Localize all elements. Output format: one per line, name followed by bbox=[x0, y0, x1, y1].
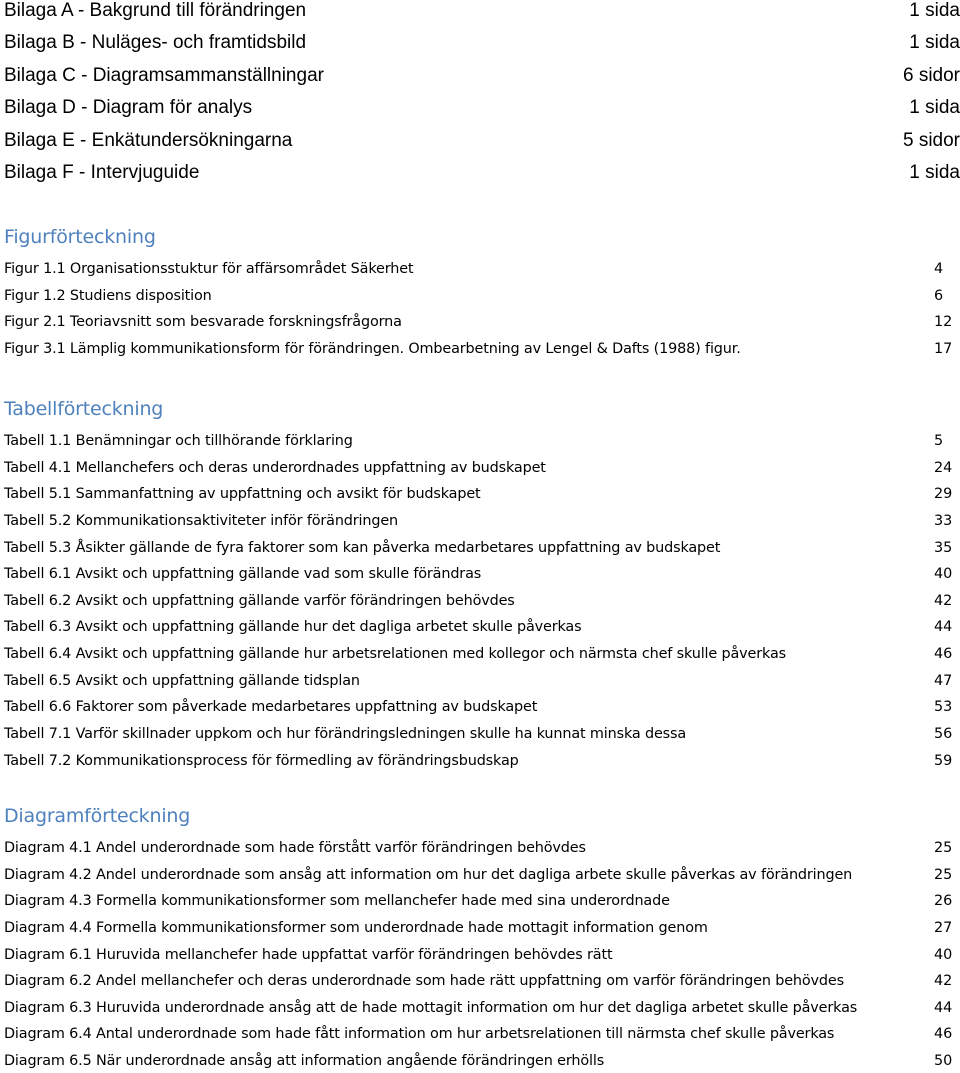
appendix-pages: 1 sida bbox=[909, 97, 960, 119]
toc-entry-text: Diagram 6.3 Huruvida underordnade ansåg att de hade mottagit information om hur det dagliga arbetet skulle påverkas bbox=[4, 999, 858, 1016]
toc-row[interactable] bbox=[4, 864, 956, 891]
toc-row[interactable] bbox=[4, 696, 956, 723]
toc-entry-page: 46 bbox=[934, 1026, 953, 1043]
toc-entry-text: Diagram 4.2 Andel underordnade som ansåg att information om hur det dagliga arbete skulle påverkas av förändringen bbox=[4, 866, 853, 883]
toc-entry-page: 25 bbox=[934, 840, 953, 856]
toc-row[interactable] bbox=[4, 311, 956, 338]
appendix-item bbox=[4, 162, 960, 194]
toc-row[interactable] bbox=[4, 890, 956, 917]
toc-entry-page: 35 bbox=[934, 539, 953, 556]
toc-entry-page: 42 bbox=[934, 592, 953, 609]
toc-entry-page: 53 bbox=[934, 699, 953, 716]
toc-entry-page: 25 bbox=[934, 866, 953, 883]
toc-entry-page: 42 bbox=[934, 973, 953, 990]
toc-row[interactable] bbox=[4, 917, 956, 944]
appendix-pages: 6 sidor bbox=[902, 64, 960, 86]
toc-row[interactable] bbox=[4, 1023, 956, 1050]
toc-row[interactable] bbox=[4, 590, 956, 617]
toc-entry-text: Tabell 4.1 Mellanchefers och deras underordnades uppfattning av budskapet bbox=[4, 459, 546, 476]
toc-row[interactable] bbox=[4, 750, 956, 777]
toc-entry-text: Figur 1.2 Studiens disposition bbox=[4, 287, 212, 304]
toc-entry-page: 50 bbox=[934, 1053, 953, 1070]
toc-row[interactable] bbox=[4, 285, 956, 312]
toc-entry-text: Diagram 6.2 Andel mellanchefer och deras underordnade som hade rätt uppfattning om varför förändringen behövdes bbox=[4, 973, 844, 990]
toc-entry-text: Tabell 6.3 Avsikt och uppfattning gällande hur det dagliga arbetet skulle påverkas bbox=[4, 619, 582, 636]
appendix-list bbox=[4, 0, 960, 194]
appendix-item bbox=[4, 0, 960, 32]
toc-entry-page: 17 bbox=[934, 340, 953, 357]
toc-entry-text: Diagram 4.1 Andel underordnade som hade förstått varför förändringen behövdes bbox=[4, 840, 586, 856]
toc-entry-page: 44 bbox=[934, 619, 953, 636]
toc-entry-text: Diagram 4.4 Formella kommunikationsformer som underordnade hade mottagit information genom bbox=[4, 919, 708, 936]
appendix-pages: 5 sidor bbox=[902, 129, 960, 151]
appendix-pages: 1 sida bbox=[909, 32, 960, 54]
toc-row[interactable] bbox=[4, 483, 956, 510]
toc-entry-page: 6 bbox=[934, 287, 944, 304]
toc-row[interactable] bbox=[4, 643, 956, 670]
toc-row[interactable] bbox=[4, 510, 956, 537]
appendix-label: Bilaga B - Nuläges- och framtidsbild bbox=[4, 32, 307, 54]
toc-row[interactable] bbox=[4, 537, 956, 564]
appendix-item bbox=[4, 65, 960, 97]
toc-row[interactable] bbox=[4, 670, 956, 697]
appendix-item bbox=[4, 130, 960, 162]
toc-entry-text: Tabell 5.3 Åsikter gällande de fyra faktorer som kan påverka medarbetares uppfattning av budskapet bbox=[4, 539, 721, 556]
figure-list-heading: Figurförteckning bbox=[4, 226, 156, 248]
toc-entry-page: 29 bbox=[934, 486, 953, 503]
toc-entry-page: 27 bbox=[934, 919, 953, 936]
toc-entry-text: Tabell 6.1 Avsikt och uppfattning gällande vad som skulle förändras bbox=[4, 566, 482, 583]
appendix-pages: 1 sida bbox=[909, 0, 960, 21]
toc-row[interactable] bbox=[4, 338, 956, 365]
toc-entry-text: Tabell 7.1 Varför skillnader uppkom och hur förändringsledningen skulle ha kunnat minska dessa bbox=[4, 726, 687, 743]
toc-row[interactable] bbox=[4, 837, 956, 864]
toc-row[interactable] bbox=[4, 563, 956, 590]
toc-entry-page: 26 bbox=[934, 893, 953, 910]
toc-entry-page: 5 bbox=[934, 433, 944, 449]
toc-row[interactable] bbox=[4, 1050, 956, 1073]
toc-entry-text: Tabell 6.4 Avsikt och uppfattning gällande hur arbetsrelationen med kollegor och närmsta chef skulle påverkas bbox=[4, 646, 786, 663]
toc-entry-page: 47 bbox=[934, 672, 953, 689]
table-list bbox=[4, 430, 956, 776]
toc-entry-page: 56 bbox=[934, 726, 953, 743]
diagram-list bbox=[4, 837, 956, 1073]
appendix-label: Bilaga D - Diagram för analys bbox=[4, 97, 253, 119]
toc-entry-text: Tabell 6.6 Faktorer som påverkade medarbetares uppfattning av budskapet bbox=[4, 699, 538, 716]
appendix-item bbox=[4, 97, 960, 129]
toc-entry-text: Tabell 7.2 Kommunikationsprocess för förmedling av förändringsbudskap bbox=[4, 752, 519, 769]
appendix-label: Bilaga A - Bakgrund till förändringen bbox=[4, 0, 307, 21]
toc-entry-page: 40 bbox=[934, 566, 953, 583]
appendix-item bbox=[4, 32, 960, 64]
toc-entry-text: Figur 1.1 Organisationsstuktur för affärsområdet Säkerhet bbox=[4, 261, 414, 277]
toc-entry-text: Figur 3.1 Lämplig kommunikationsform för förändringen. Ombearbetning av Lengel & Dafts (1988) figur. bbox=[4, 340, 741, 357]
toc-entry-page: 24 bbox=[934, 459, 953, 476]
toc-entry-page: 33 bbox=[934, 512, 953, 529]
toc-entry-page: 40 bbox=[934, 946, 953, 963]
toc-row[interactable] bbox=[4, 616, 956, 643]
toc-row[interactable] bbox=[4, 258, 956, 285]
toc-entry-text: Tabell 5.1 Sammanfattning av uppfattning och avsikt för budskapet bbox=[4, 486, 481, 503]
toc-entry-text: Tabell 5.2 Kommunikationsaktiviteter inför förändringen bbox=[4, 512, 399, 529]
toc-row[interactable] bbox=[4, 430, 956, 457]
toc-entry-text: Diagram 4.3 Formella kommunikationsformer som mellanchefer hade med sina underordnade bbox=[4, 893, 670, 910]
toc-entry-text: Tabell 1.1 Benämningar och tillhörande förklaring bbox=[4, 433, 353, 449]
toc-entry-text: Figur 2.1 Teoriavsnitt som besvarade forskningsfrågorna bbox=[4, 314, 402, 331]
toc-row[interactable] bbox=[4, 970, 956, 997]
diagram-list-heading: Diagramförteckning bbox=[4, 805, 191, 827]
toc-entry-text: Tabell 6.5 Avsikt och uppfattning gällande tidsplan bbox=[4, 672, 360, 689]
appendix-label: Bilaga E - Enkätundersökningarna bbox=[4, 129, 293, 151]
toc-row[interactable] bbox=[4, 997, 956, 1024]
appendix-pages: 1 sida bbox=[909, 161, 960, 183]
appendix-label: Bilaga F - Intervjuguide bbox=[4, 161, 200, 183]
toc-entry-page: 46 bbox=[934, 646, 953, 663]
appendix-label: Bilaga C - Diagramsammanställningar bbox=[4, 64, 324, 86]
toc-entry-text: Diagram 6.4 Antal underordnade som hade fått information om hur arbetsrelationen till närmsta chef skulle påverkas bbox=[4, 1026, 835, 1043]
toc-entry-page: 44 bbox=[934, 999, 953, 1016]
table-list-heading: Tabellförteckning bbox=[4, 398, 164, 420]
toc-entry-page: 59 bbox=[934, 752, 953, 769]
toc-row[interactable] bbox=[4, 944, 956, 971]
toc-row[interactable] bbox=[4, 723, 956, 750]
toc-entry-text: Diagram 6.1 Huruvida mellanchefer hade uppfattat varför förändringen behövdes rätt bbox=[4, 946, 613, 963]
toc-entry-text: Tabell 6.2 Avsikt och uppfattning gällande varför förändringen behövdes bbox=[4, 592, 515, 609]
toc-entry-page: 4 bbox=[934, 261, 944, 277]
toc-entry-page: 12 bbox=[934, 314, 953, 331]
figure-list bbox=[4, 258, 956, 365]
toc-entry-text: Diagram 6.5 När underordnade ansåg att information angående förändringen erhölls bbox=[4, 1053, 605, 1070]
toc-row[interactable] bbox=[4, 457, 956, 484]
